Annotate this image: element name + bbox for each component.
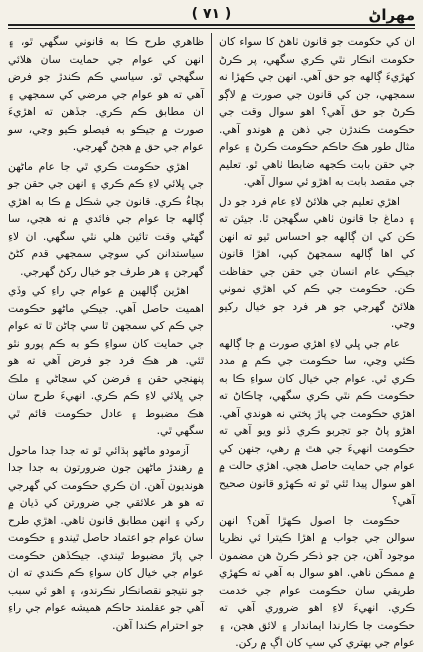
- right-column: [219, 33, 415, 649]
- page-header: [8, 4, 415, 26]
- column-divider: [211, 33, 212, 559]
- paragraph: عام جي ڀلي لاءِ اهڙي صورت ۾ جا ڳالهه ڪئي وڃي، سا حڪومت جي ڪم ۾ مدد ڪري ٿي. عوام جي خيال کان سواءِ ڪا به حڪومت ڪم نٿي ڪري سگهي، ڇاڪاڻ ته اهڙي حڪومت جي پاڙ پختي نه هوندي آهي. اهڙو پاڻ جو تجربو ڪري ڏٺو ويو آهي ته حڪومت انهيءَ جي هٿ ۾ رهي، جنهن کي عوام جي حمايت حاصل هجي. اهڙي حالت ۾ اهو سوال پيدا ٿئي ٿو ته ڪهڙو قانون صحيح آهي؟: [219, 336, 415, 507]
- paragraph: اهڙين ڳالهين ۾ عوام جي راءِ کي وڏي اهميت حاصل آهي. جيڪي ماڻهو حڪومت جي ڪم کي سمجهن ٿا سي ڄاڻن ٿا ته عوام جي حمايت کان سواءِ ڪو به ڪم پورو نٿو ٿئي. هر هڪ فرد جو فرض آهي ته هو پنهنجي حقن ۽ فرضن کي سڃاڻي ۽ ملڪ جي ڀلائي لاءِ ڪم ڪري. انهيءَ طرح سان هڪ مضبوط ۽ عادل حڪومت قائم ٿي سگهي ٿي.: [8, 284, 204, 437]
- running-title: مهراڻ: [368, 6, 415, 24]
- left-column: [8, 33, 204, 632]
- paragraph: اهڙي تعليم جي هلائڻ لاءِ عام فرد جو دل ۽ دماغ جا قانون ٺاهي سگهجن ٿا. جيئن ته ڪن کي ان ڳالهه جو احساس ٿيو ته انهن کي اها ڳالهه سمجهڻ کپي، اهڙا قانون جيڪي عام انسان جي حقن جي حفاظت ڪن. حڪومت جي ڪم کي اهڙي نموني هلائڻ گهرجي جو هر فرد جو خيال رکيو وڃي.: [219, 194, 415, 330]
- paragraph: آزمودو ماڻهو ٻڌائي ٿو ته جدا جدا ماحول ۾ رهندڙ ماڻهن جون ضرورتون به جدا جدا هونديون آهن. ان ڪري حڪومت کي گهرجي ته هو هر علائقي جي ضرورتن کي ڌيان ۾ رکي ۽ انهن مطابق قانون ٺاهي. اهڙي طرح سان عوام جو اعتماد حاصل ٿيندو ۽ حڪومت جي پاڙ مضبوط ٿيندي. جيڪڏهن حڪومت عوام جي خيال کان سواءِ ڪم ڪندي ته ان جو نتيجو نقصانڪار نڪرندو، ۽ اهو ئي سبب آهي جو عقلمند حاڪم هميشه عوام جي راءِ جو احترام ڪندا آهن.: [8, 443, 204, 632]
- paragraph: حڪومت جا اصول ڪهڙا آهن؟ انهن سوالن جي جواب ۾ اهڙا ڪيترا ئي نظريا موجود آهن، جن جو ذڪر ڪرڻ هن مضمون ۾ ممڪن ناهي. اهو سوال به آهي ته ڪهڙي طريقي سان حڪومت عوام جي خدمت ڪري. انهيءَ لاءِ اهو ضروري آهي ته حڪومت جا ڪارندا ايماندار ۽ لائق هجن، ۽ عوام جي بهتري کي سڀ کان اڳ ۾ رکن.: [219, 513, 415, 649]
- page-number: ( ٧١ ): [191, 6, 232, 22]
- header-rule: [8, 24, 415, 26]
- paragraph: ان کي حکومت جو قانون ٺاهڻ کا سواء کان حکومت انڪار نٿي ڪري سگهي، پر ڪرڻ کهڙيءَ ڳالهه جو حق آهي. انهن جي ڪهڙا نه سمجهي، جن کي قانون جي صورت ۾ لاڳو ڪرڻ جو حق آهي؟ اهو سوال وقت جي حڪومت ڪندڙن جي ذهن ۾ هوندو آهي. مثال طور هڪ حاڪم حڪومت ڪرڻ ۽ عوام جي حقن بابت ڪجهه ضابطا ٺاهي ٿو. تعليم جي مقصد بابت به اهڙو ئي سوال آهي.: [219, 35, 415, 188]
- header-rule-thin: [8, 28, 415, 29]
- paragraph: اهڙي حڪومت ڪري ٿي جا عام ماڻهن جي ڀلائي لاءِ ڪم ڪري ۽ انهن جي حقن جو بچاءُ ڪري. قانون جي شڪل ۾ ڪا به اهڙي ڳالهه جا عوام جي فائدي ۾ نه هجي، سا گهڻي وقت تائين هلي نٿي سگهي. ان لاءِ سياستدانن کي سوچي سمجهي قدم کڻڻ گهرجن ۽ هر طرف جو خيال رکڻ گهرجي.: [8, 159, 204, 278]
- paragraph: ظاهري طرح ڪا به قانوني سگهي ٿو، ۽ انهن کي عوام جي حمايت سان هلائي سگهجي ٿو. سياسي ڪم ڪندڙ جو فرض آهي ته هو عوام جي مرضي کي سمجهي ۽ ان مطابق ڪم ڪري. جڏهن ته اهڙيءَ صورت ۾ جيڪو به فيصلو ڪيو وڃي، سو عوام جي حق ۾ هجڻ گهرجي.: [8, 35, 204, 153]
